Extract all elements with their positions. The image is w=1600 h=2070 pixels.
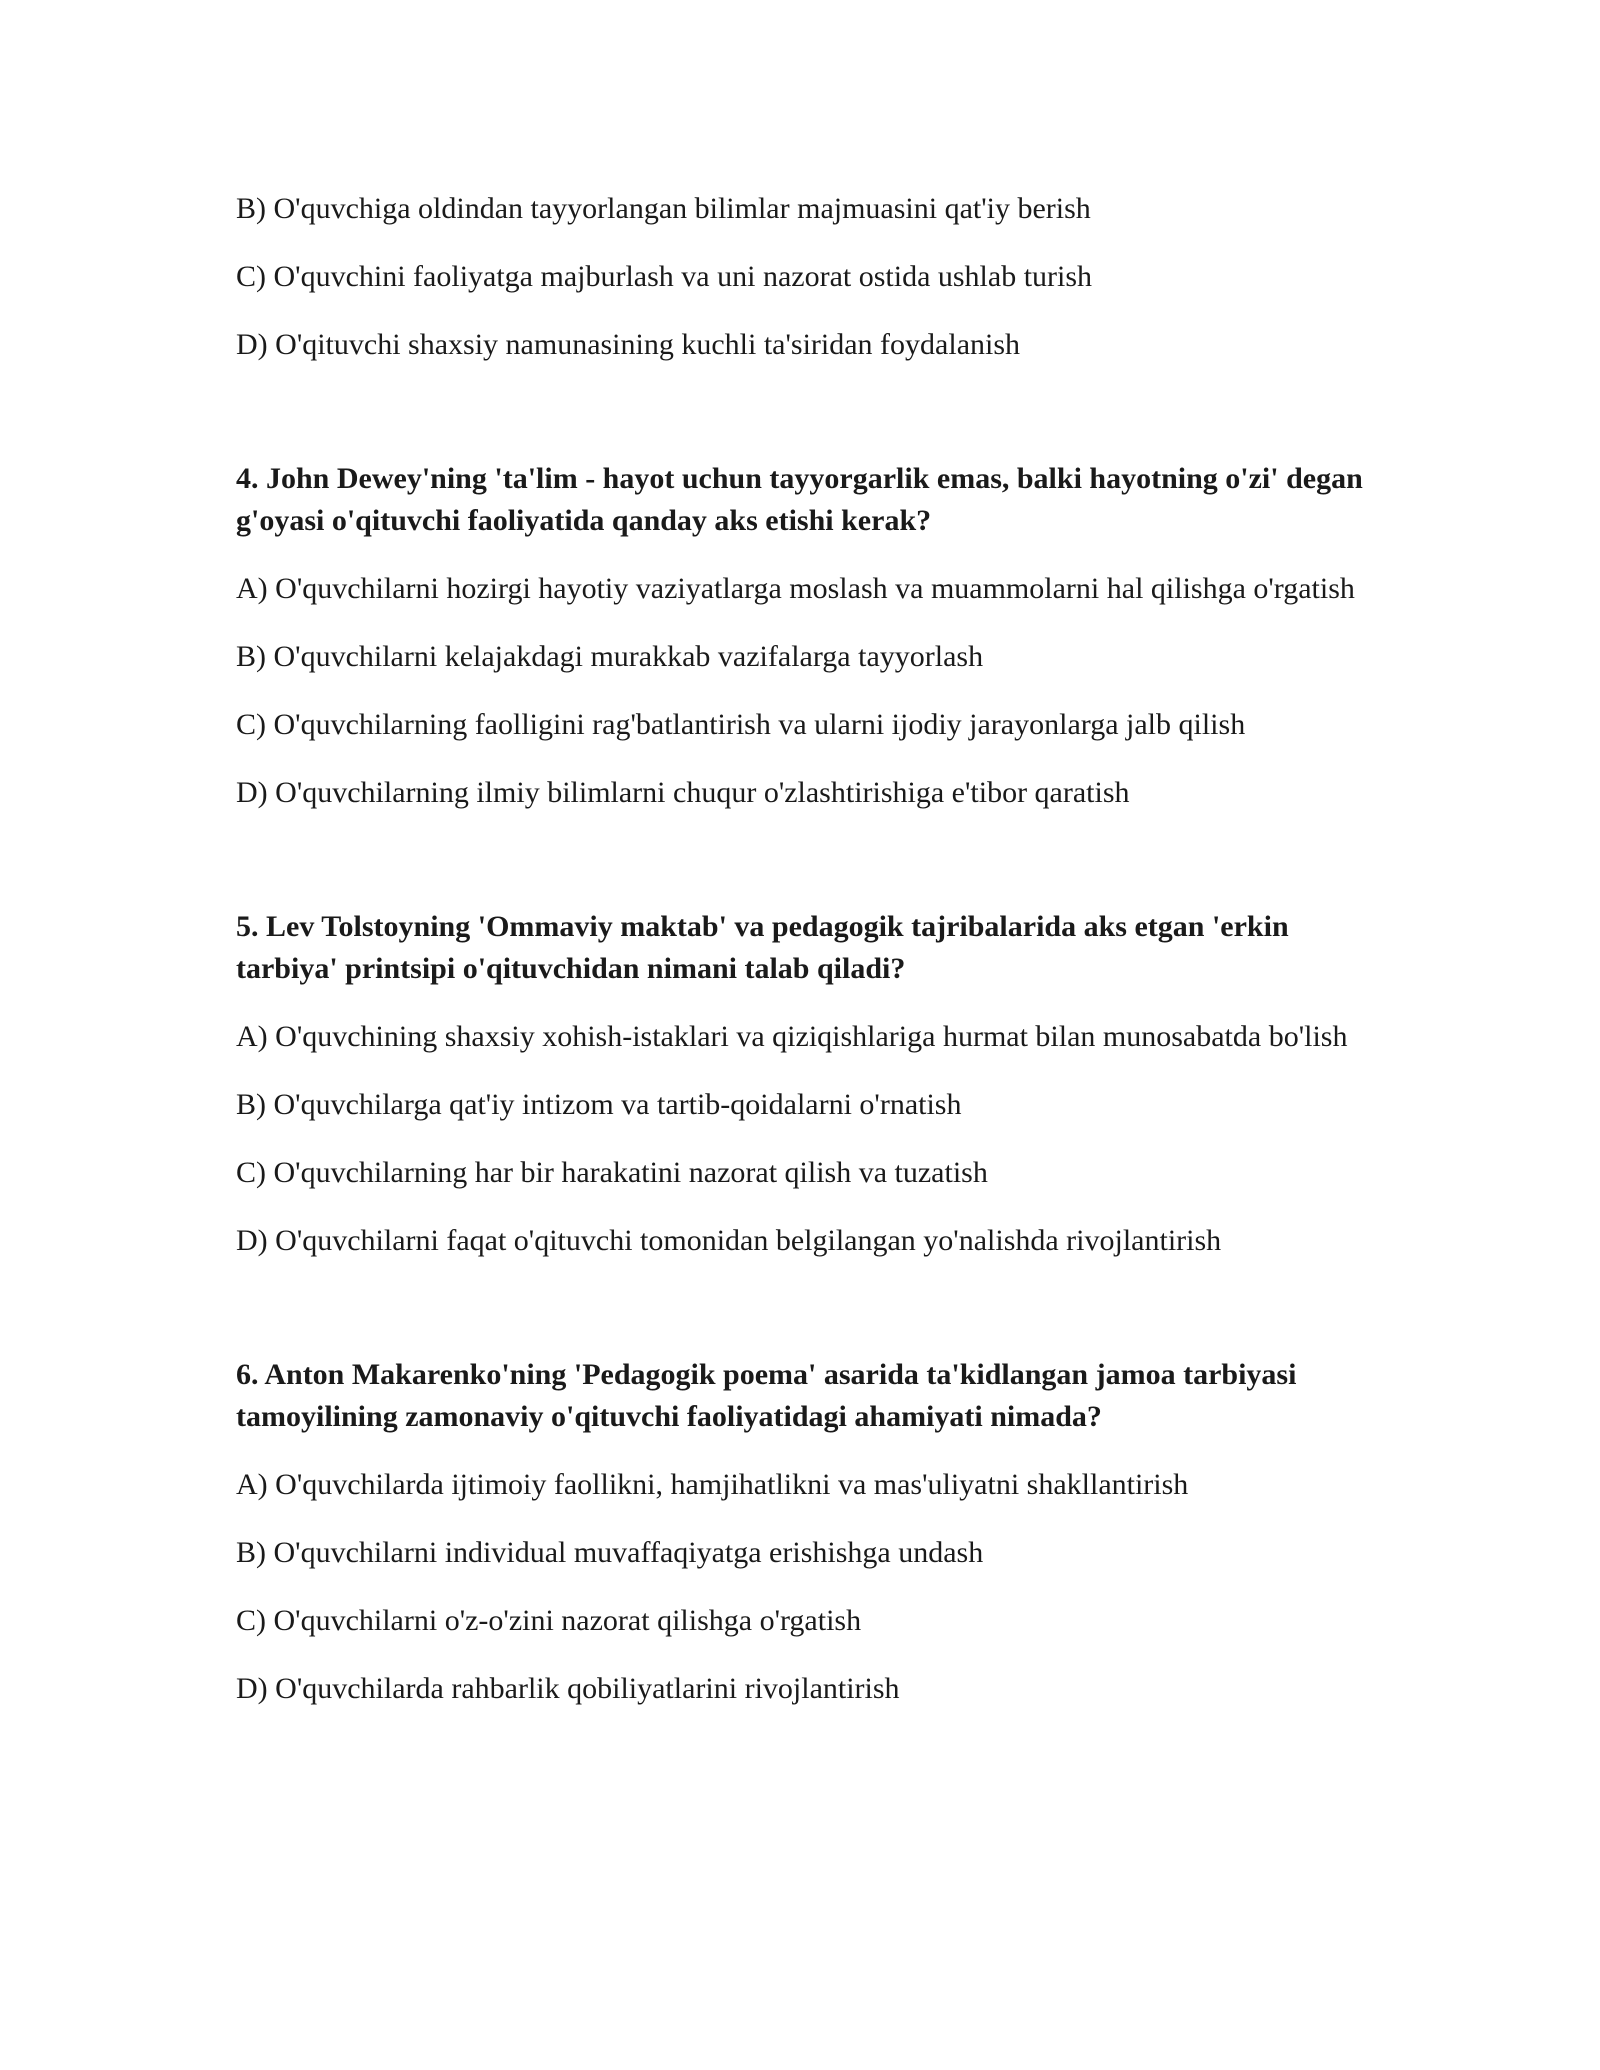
question-3-options-continued bbox=[236, 188, 1366, 366]
question-6-block bbox=[236, 1354, 1366, 1710]
question-4-block bbox=[236, 458, 1366, 814]
answer-option-c: C) O'quvchilarning har bir harakatini nazorat qilish va tuzatish bbox=[236, 1156, 988, 1189]
answer-option-d: D) O'quvchilarda rahbarlik qobiliyatlarini rivojlantirish bbox=[236, 1672, 900, 1705]
answer-option-a: A) O'quvchining shaxsiy xohish-istaklari va qiziqishlariga hurmat bilan munosabatda bo'lish bbox=[236, 1020, 1348, 1053]
answer-option-b: B) O'quvchilarga qat'iy intizom va tartib-qoidalarni o'rnatish bbox=[236, 1088, 962, 1121]
question-text: 6. Anton Makarenko'ning 'Pedagogik poema' asarida ta'kidlangan jamoa tarbiyasi tamoyilining zamonaviy o'qituvchi faoliyatidagi ahamiyati nimada? bbox=[236, 1358, 1297, 1433]
answer-option-b: B) O'quvchiga oldindan tayyorlangan bilimlar majmuasini qat'iy berish bbox=[236, 192, 1091, 225]
answer-option-c: C) O'quvchilarni o'z-o'zini nazorat qilishga o'rgatish bbox=[236, 1604, 862, 1637]
answer-option-a: A) O'quvchilarni hozirgi hayotiy vaziyatlarga moslash va muammolarni hal qilishga o'rgatish bbox=[236, 572, 1355, 605]
answer-option-c: C) O'quvchilarning faolligini rag'batlantirish va ularni ijodiy jarayonlarga jalb qilish bbox=[236, 708, 1246, 741]
question-text: 4. John Dewey'ning 'ta'lim - hayot uchun tayyorgarlik emas, balki hayotning o'zi' degan g'oyasi o'qituvchi faoliyatida qanday aks etishi kerak? bbox=[236, 462, 1363, 537]
question-5-block bbox=[236, 906, 1366, 1262]
answer-option-d: D) O'qituvchi shaxsiy namunasining kuchli ta'siridan foydalanish bbox=[236, 328, 1021, 361]
answer-option-b: B) O'quvchilarni kelajakdagi murakkab vazifalarga tayyorlash bbox=[236, 640, 984, 673]
document-content bbox=[236, 188, 1366, 1736]
question-text: 5. Lev Tolstoyning 'Ommaviy maktab' va pedagogik tajribalarida aks etgan 'erkin tarbiya' printsipi o'qituvchidan nimani talab qiladi? bbox=[236, 910, 1289, 985]
answer-option-d: D) O'quvchilarning ilmiy bilimlarni chuqur o'zlashtirishiga e'tibor qaratish bbox=[236, 776, 1130, 809]
answer-option-d: D) O'quvchilarni faqat o'qituvchi tomonidan belgilangan yo'nalishda rivojlantirish bbox=[236, 1224, 1222, 1257]
answer-option-a: A) O'quvchilarda ijtimoiy faollikni, hamjihatlikni va mas'uliyatni shakllantirish bbox=[236, 1468, 1189, 1501]
answer-option-b: B) O'quvchilarni individual muvaffaqiyatga erishishga undash bbox=[236, 1536, 984, 1569]
answer-option-c: C) O'quvchini faoliyatga majburlash va uni nazorat ostida ushlab turish bbox=[236, 260, 1093, 293]
